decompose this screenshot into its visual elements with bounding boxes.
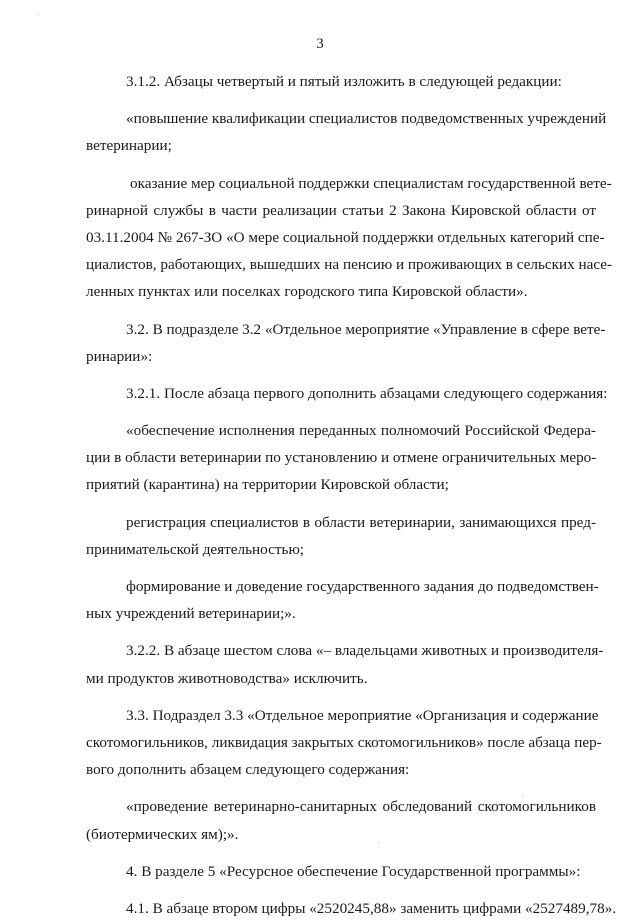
text-line: ринарии»: bbox=[86, 347, 153, 365]
text-line: скотомогильников, ликвидация закрытых скотомогильников» после абзаца пер- bbox=[86, 733, 602, 751]
text-line: «проведение ветеринарно-санитарных обследований скотомогильников bbox=[126, 798, 596, 816]
text-line: ветеринарии; bbox=[86, 137, 172, 155]
paragraph-4 bbox=[86, 858, 596, 885]
paragraph-state-task bbox=[86, 573, 599, 627]
paragraph-qualification bbox=[86, 105, 607, 159]
scan-artifact bbox=[38, 14, 39, 15]
text-line: 3.2.1. После абзаца первого дополнить абзацами следующего содержания: bbox=[126, 384, 608, 402]
text-line: ленных пунктах или поселках городского типа Кировской области». bbox=[86, 283, 528, 301]
scan-artifact bbox=[522, 795, 523, 796]
text-line: 03.11.2004 № 267-ЗО «О мере социальной поддержки отдельных категорий спе- bbox=[86, 228, 605, 246]
text-line: 3.1.2. Абзацы четвертый и пятый изложить в следующей редакции: bbox=[126, 73, 562, 90]
text-line: регистрация специалистов в области ветеринарии, занимающихся пред- bbox=[126, 513, 596, 531]
text-line: принимательской деятельностью; bbox=[86, 540, 305, 558]
paragraph-3-3 bbox=[86, 702, 602, 784]
document-body bbox=[86, 68, 617, 922]
text-line: формирование и доведение государственного задания до подведомствен- bbox=[126, 578, 599, 595]
scan-artifact bbox=[378, 842, 379, 843]
paragraph-3-1-2 bbox=[86, 68, 596, 95]
text-line: ных учреждений ветеринарии;». bbox=[86, 605, 296, 623]
text-line: вого дополнить абзацем следующего содержания: bbox=[86, 761, 410, 779]
paragraph-3-2-1 bbox=[86, 380, 608, 407]
text-line: «обеспечение исполнения переданных полномочий Российской Федера- bbox=[126, 422, 596, 440]
paragraph-powers bbox=[86, 417, 596, 499]
text-line: 3.2. В подразделе 3.2 «Отдельное мероприятие «Управление в сфере вете- bbox=[126, 320, 606, 338]
text-line: 3.3. Подраздел 3.3 «Отдельное мероприятие «Организация и содержание bbox=[126, 706, 599, 724]
text-line: «повышение квалификации специалистов подведомственных учреждений bbox=[126, 110, 607, 128]
text-line: 3.2.2. В абзаце шестом слова «– владельцами животных и производителя- bbox=[126, 642, 604, 660]
text-line: ринарной службы в части реализации статьи 2 Закона Кировской области от bbox=[86, 201, 596, 219]
text-line: 4.1. В абзаце втором цифры «2520245,88» заменить цифрами «2527489,78». bbox=[126, 899, 617, 917]
paragraph-social-support bbox=[86, 170, 613, 306]
paragraph-3-2-2 bbox=[86, 637, 604, 691]
text-line: приятий (карантина) на территории Кировской области; bbox=[86, 476, 449, 494]
paragraph-3-2 bbox=[86, 316, 606, 370]
paragraph-4-1 bbox=[86, 895, 617, 922]
text-line: (биотермических ям);». bbox=[86, 825, 239, 843]
page-number: 3 bbox=[316, 36, 324, 52]
text-line: ми продуктов животноводства» исключить. bbox=[86, 669, 368, 687]
paragraph-registration bbox=[86, 509, 596, 563]
text-line: оказание мер социальной поддержки специалистам государственной вете- bbox=[130, 174, 612, 192]
text-line: циалистов, работающих, вышедших на пенсию и проживающих в сельских насе- bbox=[86, 256, 613, 274]
text-line: ции в области ветеринарии по установлению и отмене ограничительных меро- bbox=[86, 449, 597, 467]
paragraph-inspections bbox=[86, 793, 596, 847]
text-line: 4. В разделе 5 «Ресурсное обеспечение Государственной программы»: bbox=[126, 862, 581, 880]
